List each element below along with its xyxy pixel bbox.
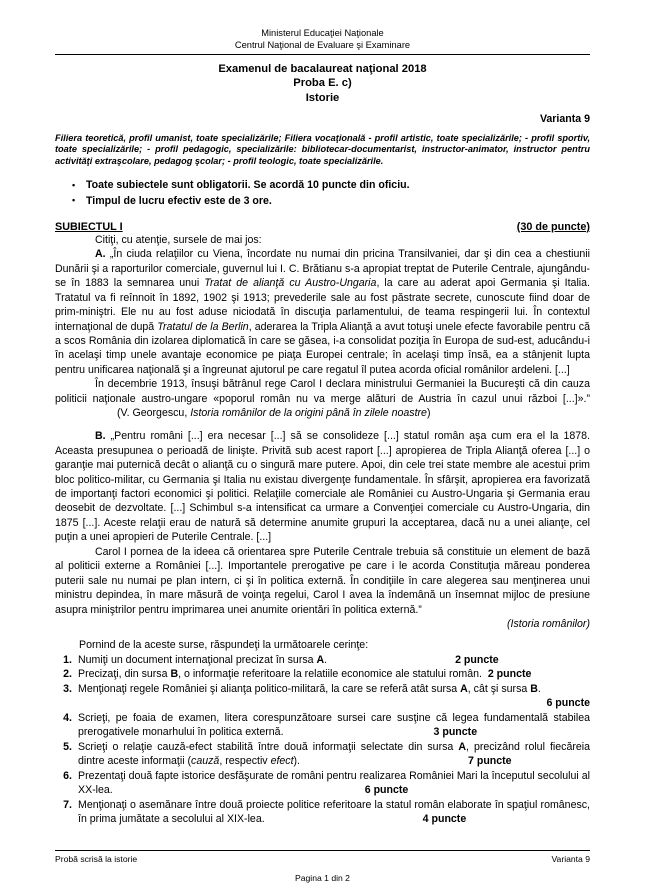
requirement-text-mid: , cât şi sursa	[467, 682, 531, 695]
requirement-points: 2 puncte	[487, 668, 532, 681]
requirement-points: 3 puncte	[433, 726, 478, 739]
requirement-number: 1.	[63, 653, 72, 666]
requirement-italic-cauza: cauză	[191, 755, 220, 768]
requirement-text: Scrieţi o relaţie cauză-efect stabilită între două informaţii selectate din sursa	[78, 740, 459, 753]
ministry-line-1: Ministerul Educaţiei Naţionale	[261, 28, 384, 38]
requirement-source-ref-2: B	[530, 682, 538, 695]
requirement-number: 3.	[63, 682, 72, 695]
exam-title-block	[0, 62, 645, 106]
requirement-source-ref: A	[458, 740, 466, 753]
footer-left-label: Probă scrisă la istorie	[55, 854, 138, 864]
page-footer	[0, 850, 645, 883]
requirement-text-tail: .	[324, 653, 328, 666]
instructions-list	[0, 178, 645, 208]
ministry-line-2: Centrul Naţional de Evaluare şi Examinare	[234, 40, 411, 51]
requirement-points: 7 puncte	[468, 755, 512, 768]
footer-divider	[55, 850, 590, 851]
footer-right-label: Varianta 9	[551, 854, 590, 864]
source-a-marker: A.	[95, 248, 106, 261]
requirement-points: 6 puncte	[546, 697, 590, 710]
source-b-text-2: Carol I pornea de la ideea că orientarea spre Puterile Centrale trebuia să constituie un element de bază al politicii externe a României [...]. Importantele prerogative pe care i le acorda Constituţia măreau ponderea puterii sale nu numai pe plan intern, ci şi în politica externă. În condiţiile în care alegerea sau menţinerea unui ministru depindea, în mare măsură de voinţa regelui, Carol I avea la îndemână un însemnat mijloc de presiune asupra miniştrilor pentru imprimarea unei anumite orientări în politica externă.”	[55, 545, 590, 616]
requirement-text-mid: , precizând rolul fiecăreia dintre aceste informaţii (	[78, 740, 590, 768]
source-a-attrib-close: )	[426, 407, 431, 420]
source-a-attrib-italic: Istoria românilor de la origini până în zilele noastre	[190, 407, 427, 420]
source-a-italic-2: Tratatul de la Berlin	[157, 320, 249, 333]
subject-points: (30 de puncte)	[516, 220, 590, 233]
requirement-source-ref: B	[170, 668, 179, 681]
requirements-list	[55, 653, 590, 826]
requirement-source-ref: A	[316, 653, 325, 666]
requirement-text: Numiţi un document internaţional precizat în sursa	[78, 653, 317, 666]
subject-body	[55, 233, 590, 632]
requirement-item-7	[55, 798, 590, 827]
requirement-number: 6.	[63, 769, 72, 782]
requirement-text-tail: .	[537, 682, 541, 695]
requirement-text: Scrieţi, pe foaia de examen, litera corespunzătoare sursei care susţine că legea fundamentală stabilea prerogativele monarhului în politica externă.	[78, 711, 590, 739]
source-a-paragraph-1	[55, 247, 590, 377]
instruction-item: • Timpul de lucru efectiv este de 3 ore.	[0, 194, 645, 209]
filiera-note: Filiera teoretică, profil umanist, toate specializările; Filiera vocaţională - profil artistic, toate specializările; - profil sportiv, toate specializările; - profil pedagogic, specializările: bibliotecar-documentarist, instructor-animator, instructor pentru activităţi extraşcolare, pedagog şcolar; - profil teologic, toate specializările.	[55, 132, 590, 166]
requirement-source-ref: A	[460, 682, 468, 695]
footer-page-number: Pagina 1 din 2	[295, 873, 350, 883]
subject-heading	[55, 221, 590, 233]
requirement-item-2	[55, 667, 590, 681]
requirement-number: 2.	[63, 668, 72, 681]
requirement-text: Prezentaţi două fapte istorice desfăşurate de români pentru realizarea României Mari la începutul secolului al XX-lea.	[78, 769, 590, 797]
requirement-points: 2 puncte	[455, 653, 499, 666]
source-a-text-3: , aderarea la Tripla Alianţă a avut totuşi unele efecte favorabile pentru că a scos România din izolarea diplomatică în care se găsea, i-a consolidat poziţia în Europa de sud-est, aducându-i în acelaşi timp unele avantaje economice pe piaţa Europei centrale; în acelaşi timp însă, ea a stânjenit lupta pentru unificarea naţională şi a îngreunat ajutorul pe care regatul îl putea acorda oficial românilor ardeleni. [...]	[55, 320, 590, 376]
requirement-number: 5.	[63, 740, 72, 753]
instruction-item: • Toate subiectele sunt obligatorii. Se acordă 10 puncte din oficiu.	[0, 178, 645, 193]
source-a-text-1: „În ciuda relaţiilor cu Viena, încordate nu numai din pricina Transilvaniei, dar şi din cea a chestiunii Dunării şi a raporturilor comerciale, guvernul lui I. C. Brătianu s-a apropiat treptat de Puterile Centrale, ajungându-se în 1883 la semnarea unui	[55, 248, 590, 290]
source-b-text-1: „Pentru români [...] era necesar [...] să se consolideze [...] statul român aşa cum era el la 1878. Aceasta presupunea o perioadă de linişte. Privită sub acest raport [...] apropierea de Tripla Alianţă oferea [...] o garanţie mai puternică decât o alianţă cu o singură mare putere. Apoi, din cele trei state membre ale acestui prim bloc politico-militar, cu Germania şi Italia nu existau divergenţe fundamentale. În sfârşit, apropierea era favorizată de importanţi factori economici şi politici. Relaţiile comerciale ale României cu Austro-Ungaria şi Germania erau deosebit de dezvoltate. [...] Schimbul s-a intensificat ca urmare a Convenţiei comerciale cu Austro-Ungaria, din 1875 [...]. Aceste relaţii erau de natură să determine anumite grupuri la acceptarea, dacă nu a unei alianţe, cel puţin a unei apropieri de Puterile Centrale. [...]	[55, 430, 590, 544]
read-sources-lead: Citiţi, cu atenţie, sursele de mai jos:	[95, 233, 262, 246]
requirements-prompt: Pornind de la aceste surse, răspundeţi la următoarele cerinţe:	[79, 638, 369, 651]
masthead	[0, 0, 645, 52]
requirement-item-3	[55, 682, 590, 711]
requirement-number: 7.	[63, 798, 72, 811]
requirement-text: Menţionaţi o asemănare între două proiecte politice referitoare la statul român elaborate în spaţiul românesc, în prima jumătate a secolului al XIX-lea.	[78, 798, 590, 825]
source-a-paragraph-2	[55, 377, 590, 420]
requirement-item-5	[55, 740, 590, 769]
requirement-italic-efect: efect	[270, 755, 294, 768]
requirement-item-1	[55, 653, 590, 667]
requirement-item-6	[55, 769, 590, 798]
source-a-text-2: , la care au aderat apoi Germania şi Italia. Tratatul va fi reînnoit în 1892, 1902 şi 1913; prevederile sale au fost păstrate secrete, cunoscute fiind doar de prim-miniştri. Ele nu au fost aduse niciodată în discuţia parlamentului, de teama respingerii lui. În contextul internaţional de după	[55, 277, 590, 333]
requirement-text: Menţionaţi regele României şi alianţa politico-militară, la care se referă atât sursa	[78, 682, 461, 695]
requirement-points: 6 puncte	[364, 784, 409, 797]
subject-label: SUBIECTUL I	[55, 220, 123, 233]
requirement-number: 4.	[63, 711, 72, 724]
footer-row	[55, 854, 590, 864]
source-b-attrib: (Istoria românilor)	[506, 618, 590, 631]
source-b-paragraph-2	[55, 545, 590, 617]
requirement-text-mid2: , respectiv	[219, 755, 271, 768]
requirement-text: Precizaţi, din sursa	[78, 668, 171, 681]
requirement-item-4	[55, 711, 590, 740]
exam-subject: Istorie	[305, 92, 340, 104]
varianta-label: Varianta 9	[539, 112, 590, 125]
requirement-text-tail: ).	[293, 755, 301, 768]
requirement-text-tail: , o informaţie referitoare la relatiile economice ale statului român.	[178, 668, 482, 681]
source-b-paragraph-1	[55, 429, 590, 545]
exam-title: Examenul de bacalaureat naţional 2018	[218, 62, 427, 75]
source-b-marker: B.	[95, 430, 106, 443]
source-a-text-4: În decembrie 1913, însuşi bătrânul rege Carol I declara ministrului Germaniei la Bucureşti că din cauza politicii naţionale austro-ungare «poporul român nu va merge alături de Austria în cazul unui război [...]».”	[55, 378, 590, 405]
requirement-points: 4 puncte	[422, 812, 467, 825]
source-a-attrib-plain: (V. Georgescu,	[117, 407, 191, 420]
source-a-italic-1: Tratat de alianţă cu Austro-Ungaria	[204, 277, 377, 290]
exam-proba: Proba E. c)	[293, 77, 352, 90]
header-divider	[55, 54, 590, 55]
